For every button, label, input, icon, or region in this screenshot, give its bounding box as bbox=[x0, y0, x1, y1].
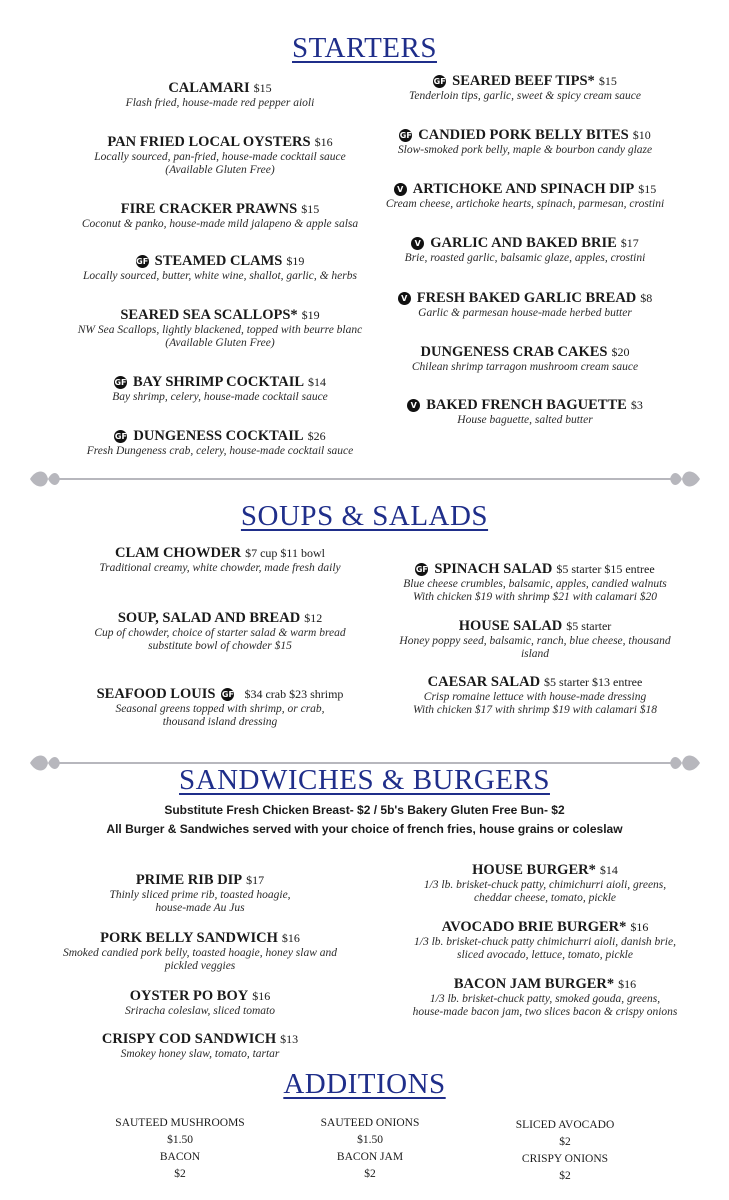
gluten-free-icon: GF bbox=[114, 432, 127, 441]
menu-item: CLAM CHOWDER $7 cup $11 bowl Traditional creamy, white chowder, made fresh daily bbox=[99, 545, 341, 574]
sandwiches-burgers-heading: SANDWICHES & BURGERS bbox=[179, 764, 550, 796]
gluten-free-icon: GF bbox=[399, 131, 412, 140]
addition-name: CRISPY ONIONS bbox=[521, 1153, 609, 1165]
menu-item: PRIME RIB DIP $17 Thinly sliced prime rib, toasted hoagie, house-made Au Jus bbox=[109, 872, 291, 914]
addition-price: $1.50 bbox=[167, 1134, 193, 1146]
menu-item: PORK BELLY SANDWICH $16 Smoked candied pork belly, toasted hoagie, honey slaw and pickled veggies bbox=[62, 930, 338, 972]
fleur-de-lis-divider bbox=[26, 467, 704, 491]
addition-column bbox=[485, 1117, 645, 1185]
menu-item: DUNGENESS CRAB CAKES $20 Chilean shrimp tarragon mushroom cream sauce bbox=[411, 344, 639, 373]
addition-column bbox=[290, 1115, 450, 1183]
addition-name: BACON bbox=[159, 1151, 201, 1163]
gluten-free-icon: GF bbox=[415, 565, 428, 574]
starters-heading: STARTERS bbox=[292, 32, 437, 64]
vegetarian-icon: V bbox=[407, 399, 420, 412]
addition-price: $2 bbox=[174, 1168, 186, 1180]
addition-price: $1.50 bbox=[357, 1134, 383, 1146]
menu-item: CRISPY COD SANDWICH $13 Smokey honey slaw, tomato, tartar bbox=[101, 1031, 299, 1060]
gluten-free-icon: GF bbox=[136, 257, 149, 266]
substitution-note: Substitute Fresh Chicken Breast- $2 / 5b's Bakery Gluten Free Bun- $2 bbox=[164, 803, 565, 817]
additions-heading: ADDITIONS bbox=[283, 1068, 446, 1100]
menu-item: AVOCADO BRIE BURGER* $16 1/3 lb. brisket-chuck patty chimichurri aioli, danish brie, sliced avocado, lettuce, tomato, pickle bbox=[414, 919, 676, 961]
menu-item: GF BAY SHRIMP COCKTAIL $14 Bay shrimp, celery, house-made cocktail sauce bbox=[112, 374, 328, 403]
menu-item: V FRESH BAKED GARLIC BREAD $8 Garlic & parmesan house-made herbed butter bbox=[340, 290, 710, 320]
menu-item: PAN FRIED LOCAL OYSTERS $16 Locally sourced, pan-fried, house-made cocktail sauce (Available Gluten Free) bbox=[94, 134, 346, 176]
gluten-free-icon: GF bbox=[433, 77, 446, 86]
vegetarian-icon: V bbox=[394, 183, 407, 196]
addition-price: $2 bbox=[559, 1136, 571, 1148]
menu-item: HOUSE SALAD $5 starter Honey poppy seed, balsamic, ranch, blue cheese, thousand island bbox=[399, 618, 671, 660]
addition-column bbox=[100, 1115, 260, 1183]
menu-item: GF SPINACH SALAD $5 starter $15 entree Blue cheese crumbles, balsamic, apples, candied walnuts With chicken $19 with shrimp $21 with calamari $20 bbox=[403, 561, 667, 603]
menu-item: GF CANDIED PORK BELLY BITES $10 Slow-smoked pork belly, maple & bourbon candy glaze bbox=[397, 127, 653, 156]
menu-item: HOUSE BURGER* $14 1/3 lb. brisket-chuck patty, chimichurri aioli, greens, cheddar cheese, tomato, pickle bbox=[423, 862, 667, 904]
addition-name: SAUTEED MUSHROOMS bbox=[115, 1117, 245, 1129]
menu-item: V BAKED FRENCH BAGUETTE $3 House baguette, salted butter bbox=[340, 397, 710, 427]
addition-name: SLICED AVOCADO bbox=[515, 1119, 615, 1131]
menu-item: FIRE CRACKER PRAWNS $15 Coconut & panko, house-made mild jalapeno & apple salsa bbox=[81, 201, 359, 230]
menu-item: V ARTICHOKE AND SPINACH DIP $15 Cream cheese, artichoke hearts, spinach, parmesan, crostini bbox=[385, 181, 665, 210]
menu-item: GF DUNGENESS COCKTAIL $26 Fresh Dungeness crab, celery, house-made cocktail sauce bbox=[86, 428, 354, 457]
vegetarian-icon: V bbox=[398, 292, 411, 305]
soups-salads-heading: SOUPS & SALADS bbox=[240, 500, 489, 532]
menu-item: GF STEAMED CLAMS $19 Locally sourced, butter, white wine, shallot, garlic, & herbs bbox=[83, 253, 357, 282]
menu-item: SEARED SEA SCALLOPS* $19 NW Sea Scallops, lightly blackened, topped with beurre blanc (Available Gluten Free) bbox=[77, 307, 363, 349]
vegetarian-icon: V bbox=[411, 237, 424, 250]
menu-item: CALAMARI $15 Flash fried, house-made red pepper aioli bbox=[125, 80, 315, 109]
gluten-free-icon: GF bbox=[221, 690, 234, 699]
menu-item: SOUP, SALAD AND BREAD $12 Cup of chowder, choice of starter salad & warm bread substitute bowl of chowder $15 bbox=[94, 610, 346, 652]
sides-note: All Burger & Sandwiches served with your choice of french fries, house grains or coleslaw bbox=[106, 822, 623, 836]
addition-name: BACON JAM bbox=[336, 1151, 404, 1163]
menu-item: V GARLIC AND BAKED BRIE $17 Brie, roasted garlic, balsamic glaze, apples, crostini bbox=[404, 235, 646, 264]
menu-item: BACON JAM BURGER* $16 1/3 lb. brisket-chuck patty, smoked gouda, greens, house-made bacon jam, two slices bacon & crispy onions bbox=[412, 976, 678, 1018]
addition-name: SAUTEED ONIONS bbox=[320, 1117, 420, 1129]
addition-price: $2 bbox=[364, 1168, 376, 1180]
menu-item: GF SEARED BEEF TIPS* $15 Tenderloin tips, garlic, sweet & spicy cream sauce bbox=[409, 73, 641, 102]
addition-price: $2 bbox=[559, 1170, 571, 1182]
gluten-free-icon: GF bbox=[114, 378, 127, 387]
menu-item: OYSTER PO BOY $16 Sriracha coleslaw, sliced tomato bbox=[125, 988, 275, 1017]
menu-item: CAESAR SALAD $5 starter $13 entree Crisp romaine lettuce with house-made dressing With chicken $17 with shrimp $19 with calamari $18 bbox=[412, 674, 658, 716]
menu-item: SEAFOOD LOUIS GF $34 crab $23 shrimp Seasonal greens topped with shrimp, or crab, thousand island dressing bbox=[96, 686, 344, 728]
